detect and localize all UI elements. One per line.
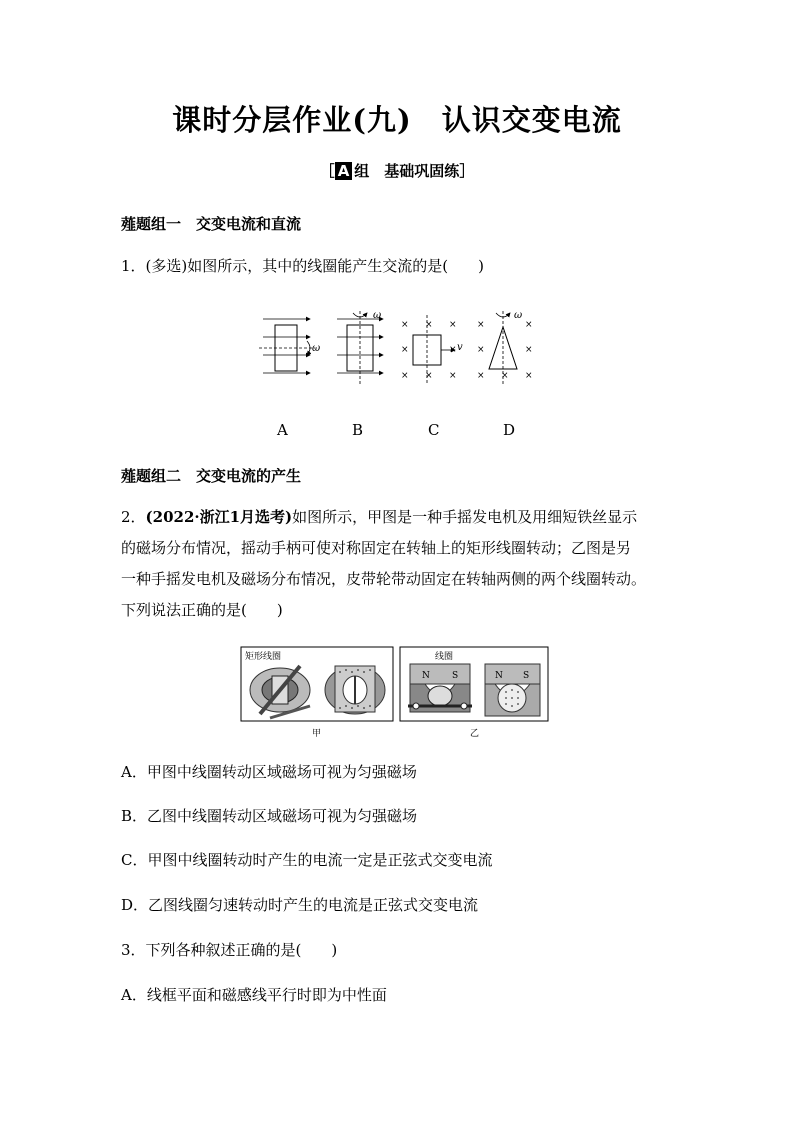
omega-a: ω [312,343,321,354]
q2-source: (2022·浙江1月选考) [145,508,293,526]
q1-label-b: B [352,421,364,439]
yi-caption: 乙 [470,729,480,738]
page-title: 课时分层作业(九) 认识交变电流 [172,103,622,137]
v-label: v [457,342,463,353]
svg-text:×: × [477,371,485,381]
diagram-a [259,319,320,373]
diagram-d [477,310,533,385]
svg-text:×: × [525,371,533,381]
svg-text:×: × [425,320,433,330]
q3-option-a: A．线框平面和磁感线平行时即为中性面 [121,986,387,1004]
svg-text:×: × [525,320,533,330]
bracket-close: ］ [459,162,475,180]
question-3-text: 3．下列各种叙述正确的是( ) [121,941,338,959]
yi-n-left: N [422,671,430,681]
svg-text:×: × [401,371,409,381]
question-2-line-4: 下列说法正确的是( ) [121,601,283,619]
svg-text:×: × [449,371,457,381]
question-2-line-2: 的磁场分布情况，摇动手柄可使对称固定在转轴上的矩形线圈转动；乙图是另 [121,539,632,557]
omega-b: ω [373,310,382,321]
jia-caption: 甲 [312,729,322,738]
yi-s-right: S [523,671,530,681]
diagram-b [337,310,383,385]
svg-text:×: × [425,371,433,381]
group-heading [0,160,794,181]
svg-text:×: × [449,320,457,330]
bracket-open: ［ [319,162,335,180]
svg-text:×: × [501,371,509,381]
question-2-line-3: 一种手摇发电机及磁场分布情况，皮带轮带动固定在转轴两侧的两个线圈转动。 [121,570,647,588]
q2-option-a: A．甲图中线圈转动区域磁场可视为匀强磁场 [121,763,417,781]
diagram-c [401,315,463,385]
figure-yi [400,647,548,738]
q2-option-d: D．乙图线圈匀速转动时产生的电流是正弦式交变电流 [121,896,479,914]
q1-label-a: A [277,421,288,439]
svg-text:×: × [449,345,457,355]
q2-option-c: C．甲图中线圈转动时产生的电流一定是正弦式交变电流 [121,851,493,869]
q2-figure [240,646,550,738]
section-heading-2: 薤题组二 交变电流的产生 [121,467,302,485]
svg-text:×: × [401,345,409,355]
yi-n-right: N [495,671,503,681]
group-a-badge: A [335,162,353,180]
coil-label: 线圈 [435,652,454,662]
question-1-text: 1．(多选)如图所示，其中的线圈能产生交流的是( ) [121,257,484,275]
q1-figure [255,305,545,395]
group-label: 组 基础巩固练 [354,162,460,180]
svg-text:×: × [525,345,533,355]
svg-text:×: × [477,345,485,355]
section-heading-1: 薤题组一 交变电流和直流 [121,215,302,233]
omega-d: ω [514,310,523,321]
svg-text:×: × [401,320,409,330]
q1-label-c: C [428,421,440,439]
figure-jia [241,647,393,738]
coil-rect-label: 矩形线圈 [245,652,282,662]
q2-option-b: B．乙图中线圈转动区域磁场可视为匀强磁场 [121,807,418,825]
yi-s-left: S [452,671,459,681]
q1-label-d: D [503,421,516,439]
svg-text:×: × [477,320,485,330]
q2-number: 2． [121,508,146,526]
question-2-line-1 [121,510,637,525]
q2-line1: 如图所示，甲图是一种手摇发电机及用细短铁丝显示 [292,508,638,526]
